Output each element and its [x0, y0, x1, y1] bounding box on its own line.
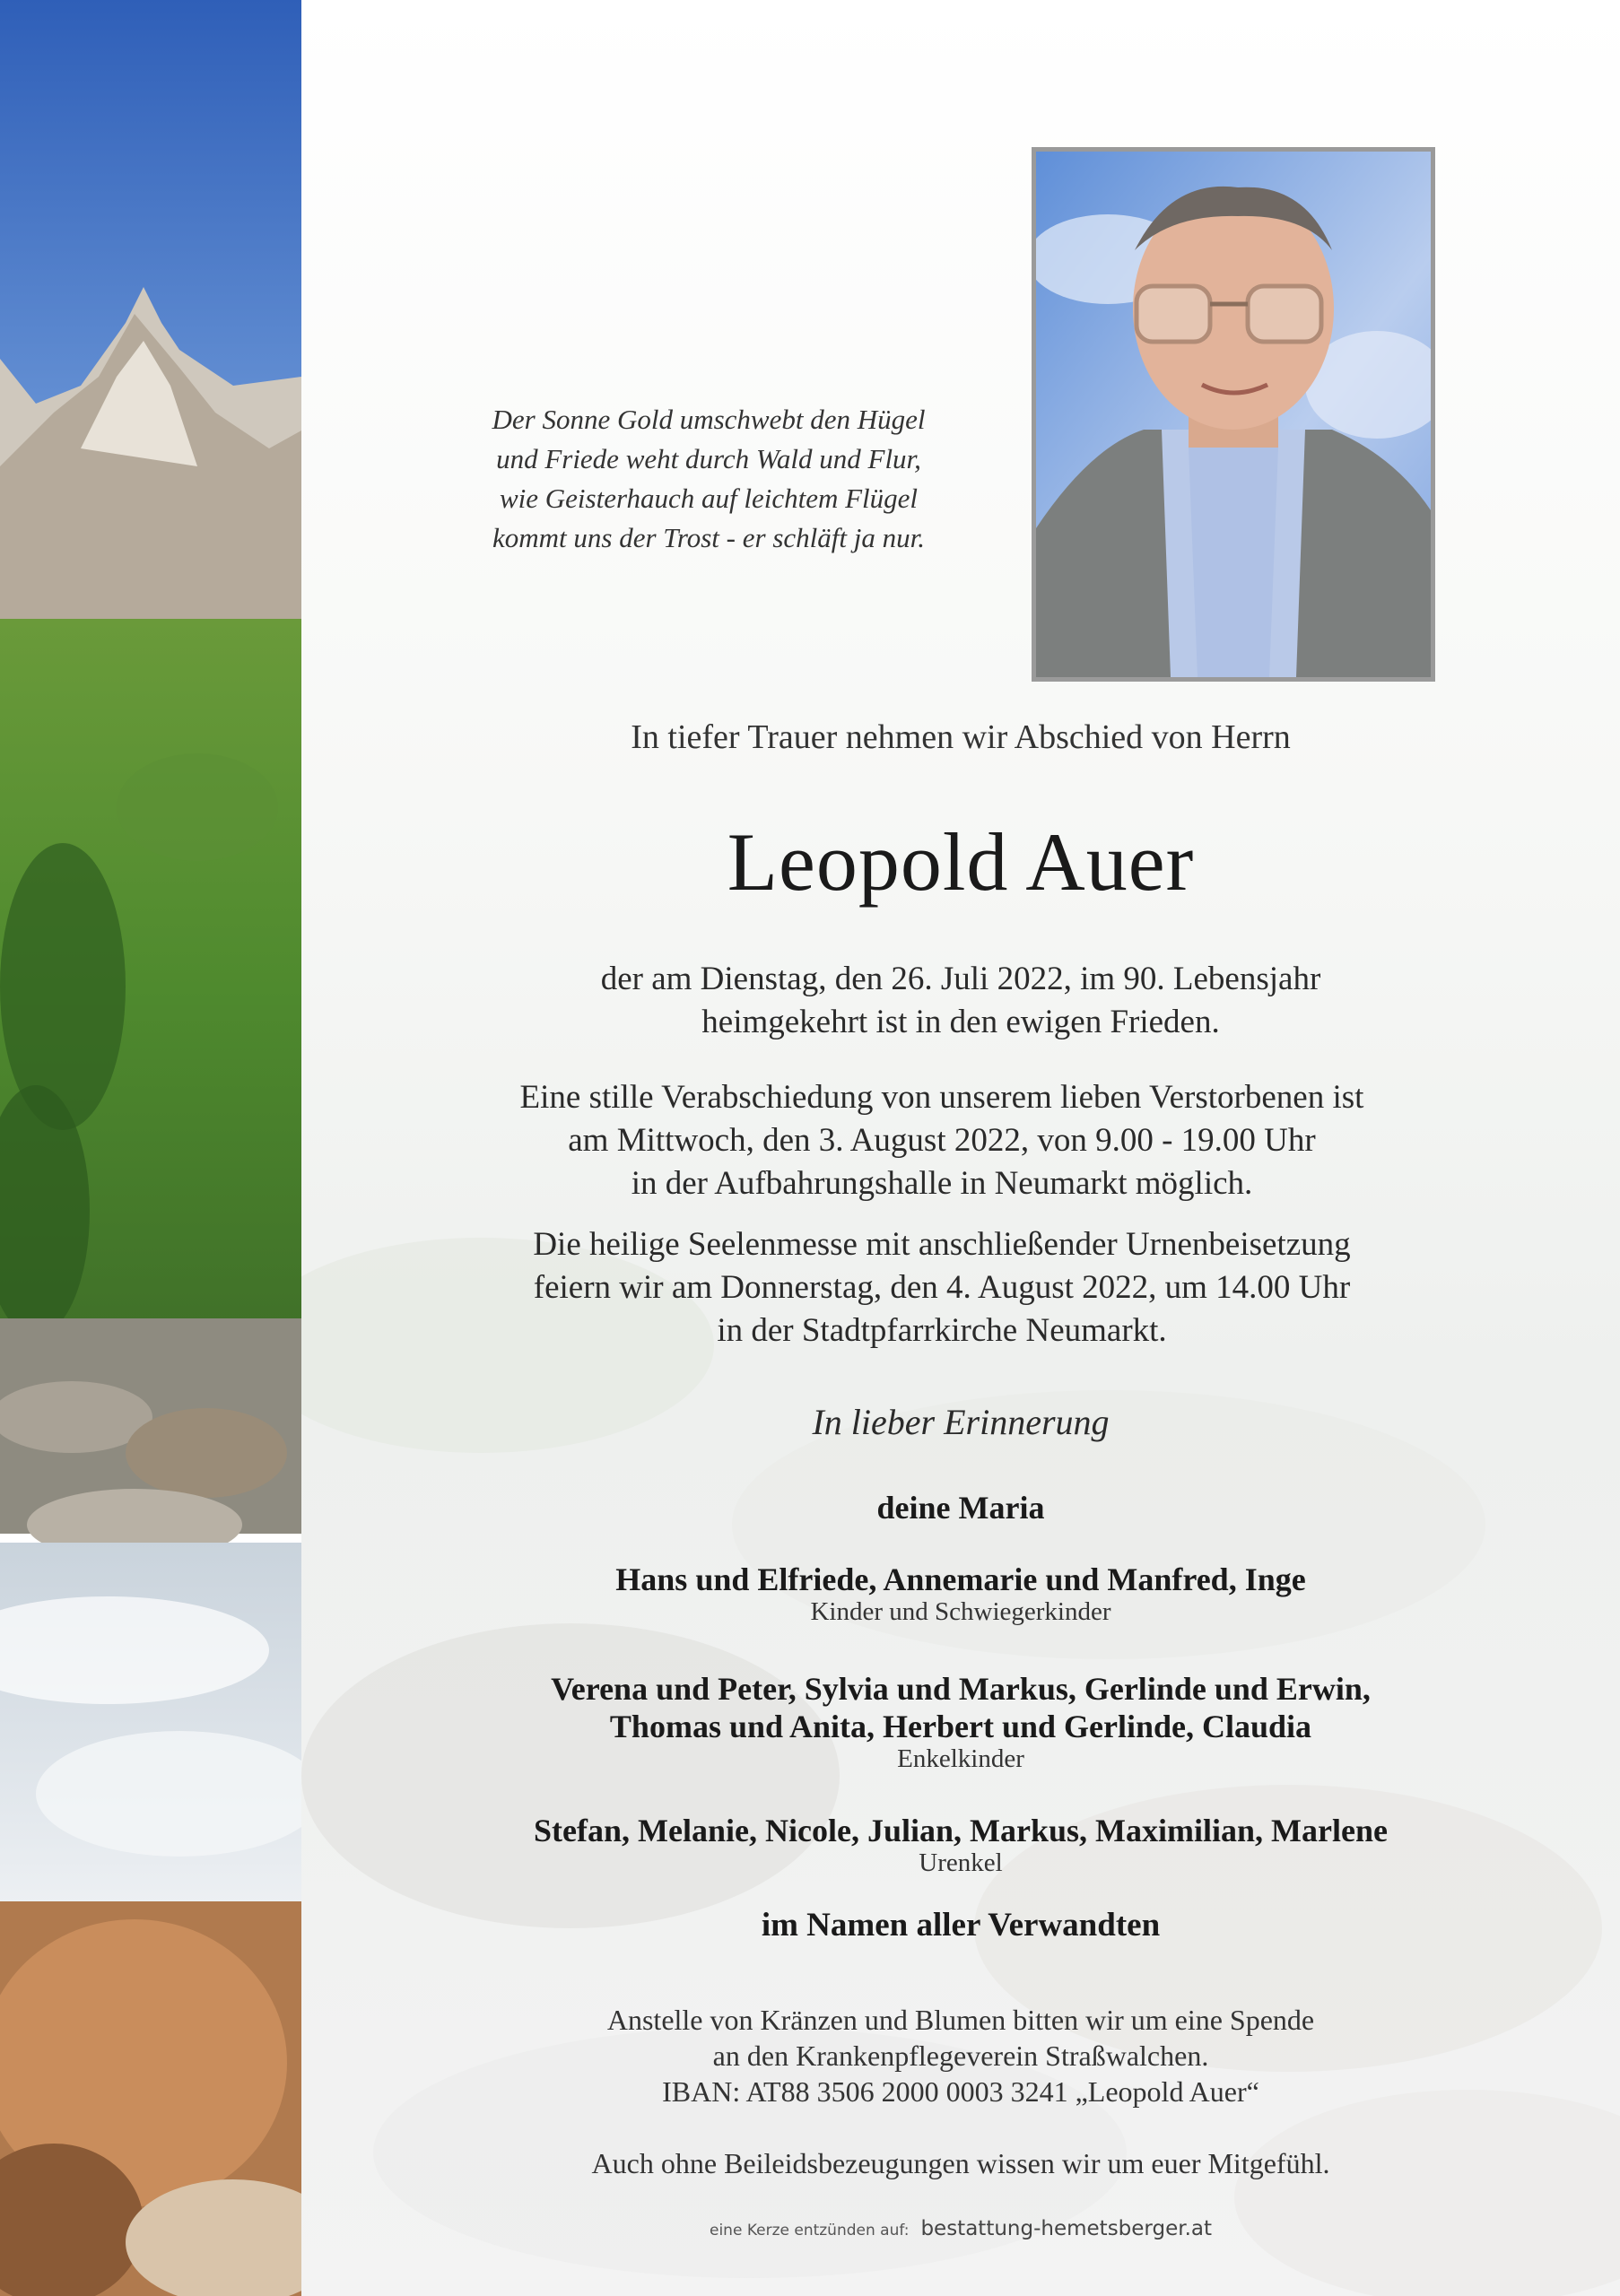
mourner-great-grandchildren	[301, 1812, 1620, 1876]
mass-line: in der Stadtpfarrkirche Neumarkt.	[717, 1312, 1167, 1349]
mourner-grandchildren	[301, 1670, 1620, 1772]
viewing-line: in der Aufbahrungshalle in Neumarkt möglich.	[631, 1165, 1253, 1202]
poem-line: und Friede weht durch Wald und Flur,	[496, 443, 921, 474]
poem-line: wie Geisterhauch auf leichtem Flügel	[499, 483, 919, 514]
landscape-strip-image	[0, 0, 301, 2296]
portrait-photo	[1032, 147, 1435, 682]
mourner-relatives: im Namen aller Verwandten	[761, 1907, 1161, 1944]
mass-info	[484, 1223, 1399, 1352]
donation-line: an den Krankenpflegeverein Straßwalchen.	[712, 2039, 1209, 2072]
condolence-note: Auch ohne Beileidsbezeugungen wissen wir um euer Mitgefühl.	[591, 2147, 1330, 2179]
viewing-info	[484, 1076, 1399, 1205]
poem	[422, 400, 996, 558]
footer-prefix: eine Kerze entzünden auf:	[710, 2222, 910, 2239]
donation-iban: IBAN: AT88 3506 2000 0003 3241 „Leopold Auer“	[662, 2075, 1259, 2108]
grandchildren-names: Verena und Peter, Sylvia und Markus, Gerlinde und Erwin,	[551, 1671, 1371, 1707]
death-notice	[301, 958, 1620, 1044]
children-relation: Kinder und Schwiegerkinder	[810, 1597, 1111, 1626]
farewell-intro: In tiefer Trauer nehmen wir Abschied von Herrn	[631, 718, 1291, 756]
poem-line: Der Sonne Gold umschwebt den Hügel	[492, 404, 926, 435]
mourner-wife: deine Maria	[876, 1490, 1045, 1526]
memory-heading: In lieber Erinnerung	[812, 1402, 1110, 1442]
donation-request	[301, 2002, 1620, 2109]
deceased-name: Leopold Auer	[727, 816, 1195, 908]
donation-line: Anstelle von Kränzen und Blumen bitten wir um eine Spende	[606, 2004, 1315, 2036]
viewing-line: Eine stille Verabschiedung von unserem lieben Verstorbenen ist	[519, 1079, 1364, 1116]
mourner-children	[301, 1561, 1620, 1625]
grandchildren-relation: Enkelkinder	[897, 1744, 1024, 1773]
mass-line: feiern wir am Donnerstag, den 4. August 2022, um 14.00 Uhr	[533, 1269, 1351, 1306]
grandchildren-names: Thomas und Anita, Herbert und Gerlinde, Claudia	[609, 1709, 1312, 1744]
mass-line: Die heilige Seelenmesse mit anschließender Urnenbeisetzung	[533, 1226, 1351, 1263]
viewing-line: am Mittwoch, den 3. August 2022, von 9.00 - 19.00 Uhr	[568, 1122, 1316, 1159]
poem-line: kommt uns der Trost - er schläft ja nur.	[492, 522, 925, 553]
footer	[301, 2217, 1620, 2240]
death-notice-line: heimgekehrt ist in den ewigen Frieden.	[701, 1004, 1220, 1040]
children-names: Hans und Elfriede, Annemarie und Manfred, Inge	[615, 1561, 1306, 1597]
great-grandchildren-relation: Urenkel	[919, 1848, 1003, 1877]
great-grandchildren-names: Stefan, Melanie, Nicole, Julian, Markus, Maximilian, Marlene	[534, 1813, 1388, 1848]
death-notice-line: der am Dienstag, den 26. Juli 2022, im 90. Lebensjahr	[600, 961, 1321, 997]
website-link[interactable]: bestattung-hemetsberger.at	[920, 2217, 1212, 2240]
